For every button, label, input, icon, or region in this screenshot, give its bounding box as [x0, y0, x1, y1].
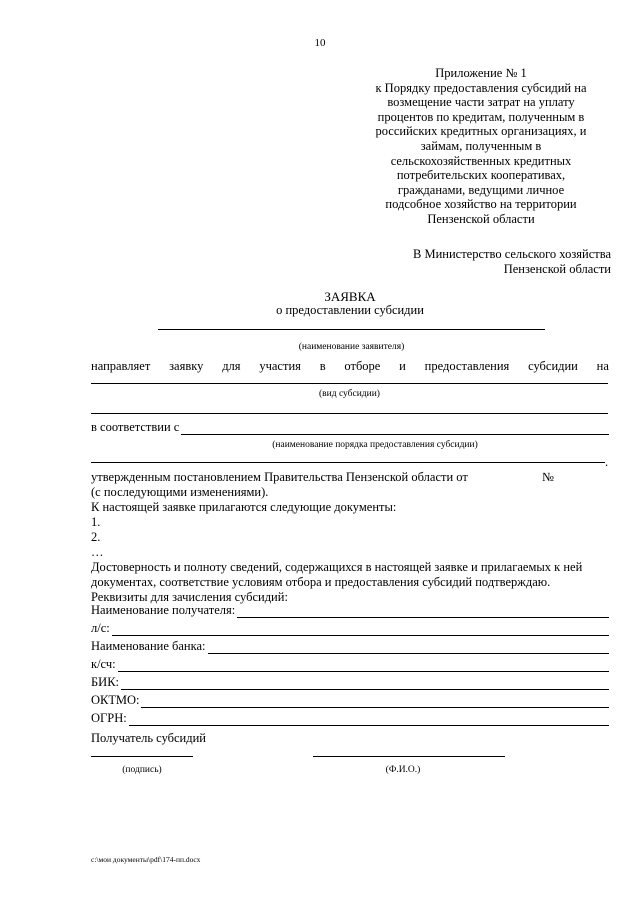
- requisite-row: [91, 711, 609, 726]
- appendix-line: процентов по кредитам, полученным в: [377, 109, 585, 124]
- bik-field[interactable]: [121, 679, 609, 690]
- with-changes-text: (с последующими изменениями).: [91, 485, 269, 499]
- document-title: ЗАЯВКА: [324, 289, 376, 304]
- attached-doc-item: …: [91, 545, 104, 559]
- applicant-caption: (наименование заявителя): [298, 342, 405, 352]
- oktmo-field[interactable]: [141, 697, 609, 708]
- sends-word: субсидии: [528, 359, 578, 373]
- procedure-name-field-2[interactable]: [91, 462, 605, 463]
- appendix-line: сельскохозяйственных кредитных: [390, 153, 572, 168]
- recipient-name-field[interactable]: [237, 607, 609, 618]
- requisite-row: [91, 639, 609, 654]
- sends-word: в: [319, 359, 326, 373]
- fio-field[interactable]: [313, 756, 505, 757]
- appendix-line: российских кредитных организациях, и: [375, 124, 587, 139]
- requisite-row: [91, 657, 609, 672]
- sends-word: участия: [259, 359, 301, 373]
- requisite-row: [91, 621, 609, 636]
- signature-field[interactable]: [91, 756, 193, 757]
- requisite-label: л/с:: [91, 621, 110, 635]
- requisite-label: ОКТМО:: [91, 693, 140, 707]
- in-accordance-row: [91, 420, 609, 435]
- bank-name-field[interactable]: [208, 643, 609, 654]
- procedure-caption: (наименование порядка предоставления субсидии): [272, 440, 478, 450]
- recipient-label: Получатель субсидий: [91, 731, 206, 745]
- requisite-label: ОГРН:: [91, 711, 127, 725]
- appendix-line: Пензенской области: [427, 211, 535, 226]
- appendix-line: Приложение № 1: [435, 66, 527, 80]
- sends-word: на: [596, 359, 609, 373]
- applicant-name-field[interactable]: [158, 329, 545, 330]
- subsidy-type-field[interactable]: [91, 383, 608, 384]
- sends-word: отборе: [344, 359, 381, 373]
- document-subtitle: о предоставлении субсидии: [276, 303, 424, 317]
- period-mark: .: [605, 455, 609, 469]
- sends-word: и: [399, 359, 406, 373]
- sends-word: направляет: [91, 359, 151, 373]
- sends-word: для: [222, 359, 241, 373]
- subsidy-type-field-2[interactable]: [91, 413, 608, 414]
- page-number: 10: [314, 37, 326, 49]
- appendix-line: подсобное хозяйство на территории: [385, 197, 577, 212]
- requisite-row: [91, 693, 609, 708]
- procedure-name-field[interactable]: [181, 424, 609, 435]
- number-sign: №: [542, 470, 554, 484]
- in-accordance-label: в соответствии с: [91, 420, 180, 434]
- requisite-label: Наименование получателя:: [91, 603, 236, 617]
- addressee-line: В Министерство сельского хозяйства: [413, 247, 611, 261]
- confirmation-line: Достоверность и полноту сведений, содержащихся в настоящей заявке и прилагаемых к ней: [91, 560, 583, 574]
- requisites-header: Реквизиты для зачисления субсидий:: [91, 590, 288, 604]
- appendix-header: [352, 66, 610, 227]
- appendix-line: займам, полученным в: [420, 138, 542, 153]
- appendix-line: потребительских кооперативах,: [396, 168, 566, 183]
- requisite-row: [91, 603, 609, 618]
- appendix-line: возмещение части затрат на уплату: [387, 95, 575, 110]
- confirmation-line: документах, соответствие условиям отбора и предоставления субсидий подтверждаю.: [91, 575, 551, 589]
- signature-caption: (подпись): [122, 765, 162, 775]
- appendix-line: к Порядку предоставления субсидий на: [375, 80, 587, 95]
- attached-doc-item: 1.: [91, 515, 101, 529]
- sends-word: предоставления: [424, 359, 510, 373]
- corr-account-field[interactable]: [118, 661, 609, 672]
- addressee-block: [413, 247, 611, 276]
- requisite-row: [91, 675, 609, 690]
- sends-word: заявку: [169, 359, 204, 373]
- attached-docs-intro: К настоящей заявке прилагаются следующие документы:: [91, 500, 397, 514]
- sends-application-line: [91, 359, 609, 374]
- appendix-line: гражданами, ведущими личное: [397, 182, 565, 197]
- approved-decree-text: утвержденным постановлением Правительства Пензенской области от: [91, 470, 468, 484]
- requisite-label: к/сч:: [91, 657, 116, 671]
- footer-file-path: c:\мои документы\pdf\174-пп.docx: [91, 855, 201, 864]
- requisite-label: Наименование банка:: [91, 639, 206, 653]
- requisite-label: БИК:: [91, 675, 120, 689]
- fio-caption: (Ф.И.О.): [385, 765, 421, 775]
- subsidy-type-caption: (вид субсидии): [319, 389, 380, 399]
- ogrn-field[interactable]: [129, 715, 609, 726]
- account-field[interactable]: [112, 625, 609, 636]
- attached-doc-item: 2.: [91, 530, 101, 544]
- addressee-line: Пензенской области: [503, 261, 611, 276]
